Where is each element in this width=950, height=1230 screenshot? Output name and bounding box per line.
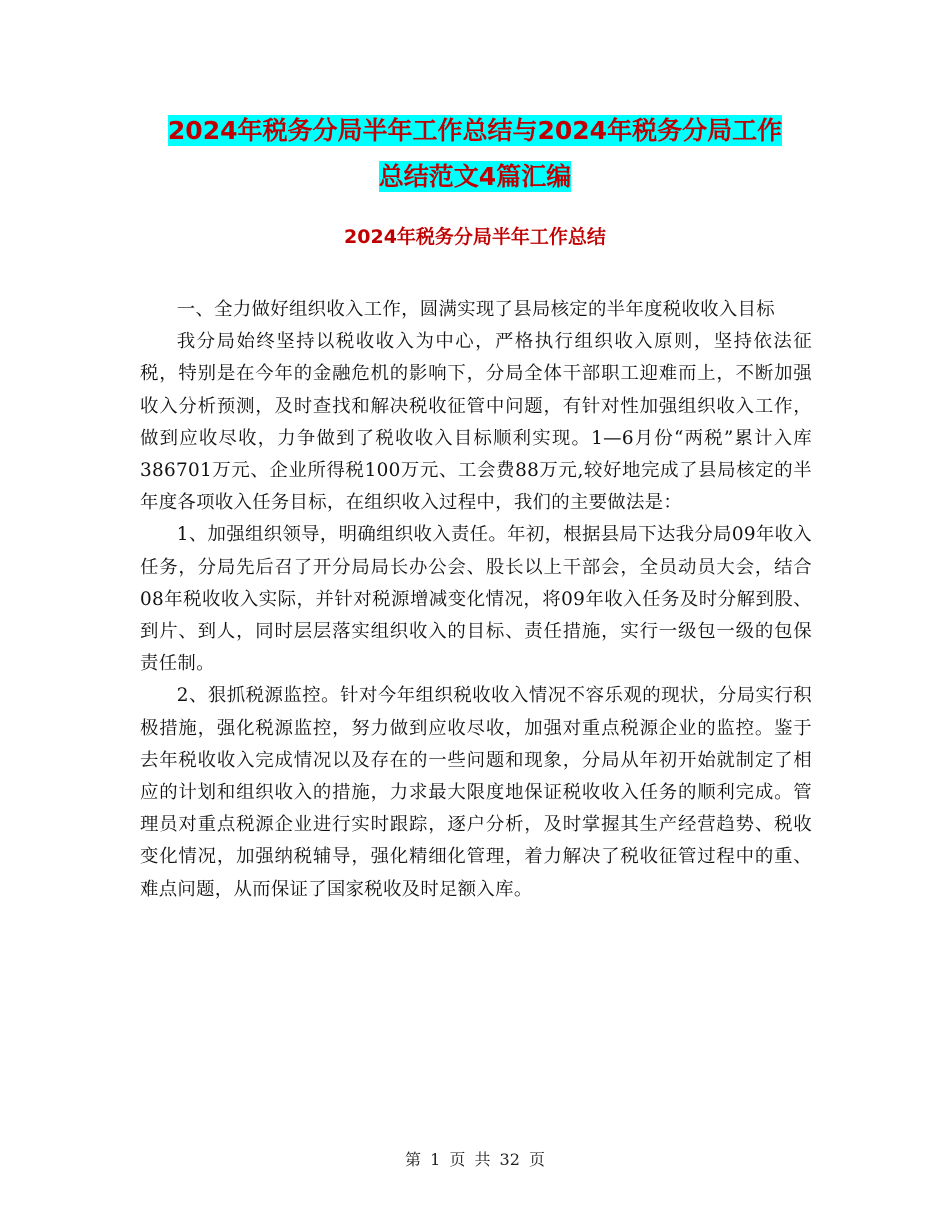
document-body <box>140 294 812 906</box>
paragraph: 1、加强组织领导，明确组织收入责任。年初，根据县局下达我分局09年收入任务，分局先后召了开分局局长办公会、股长以上干部会，全员动员大会，结合08年税收收入实际，并针对税源增减变化情况，将09年收入任务及时分解到股、到片、到人，同时层层落实组织收入的目标、责任措施，实行一级包一级的包保责任制。 <box>140 524 812 675</box>
title-line-2: 总结范文4篇汇编 <box>378 162 572 191</box>
document-title <box>0 108 950 200</box>
page-number-footer: 第 1 页 共 32 页 <box>405 1150 545 1169</box>
paragraph: 2、狠抓税源监控。针对今年组织税收收入情况不容乐观的现状，分局实行积极措施，强化税源监控，努力做到应收尽收，加强对重点税源企业的监控。鉴于去年税收收入完成情况以及存在的一些问题和现象，分局从年初开始就制定了相应的计划和组织收入的措施，力求最大限度地保证税收收入任务的顺利完成。管理员对重点税源企业进行实时跟踪，逐户分析，及时掌握其生产经营趋势、税收变化情况，加强纳税辅导，强化精细化管理，着力解决了税收征管过程中的重、难点问题，从而保证了国家税收及时足额入库。 <box>140 685 812 900</box>
section-heading: 2024年税务分局半年工作总结 <box>344 226 606 248</box>
paragraph: 我分局始终坚持以税收收入为中心，严格执行组织收入原则，坚持依法征税，特别是在今年的金融危机的影响下，分局全体干部职工迎难而上，不断加强收入分析预测，及时查找和解决税收征管中问题，有针对性加强组织收入工作，做到应收尽收，力争做到了税收收入目标顺利实现。1—6月份“两税”累计入库386701万元、企业所得税100万元、工会费88万元,较好地完成了县局核定的半年度各项收入任务目标，在组织收入过程中，我们的主要做法是： <box>140 331 812 514</box>
paragraph: 一、全力做好组织收入工作，圆满实现了县局核定的半年度税收收入目标 <box>176 299 775 320</box>
title-line-1: 2024年税务分局半年工作总结与2024年税务分局工作 <box>167 116 783 145</box>
